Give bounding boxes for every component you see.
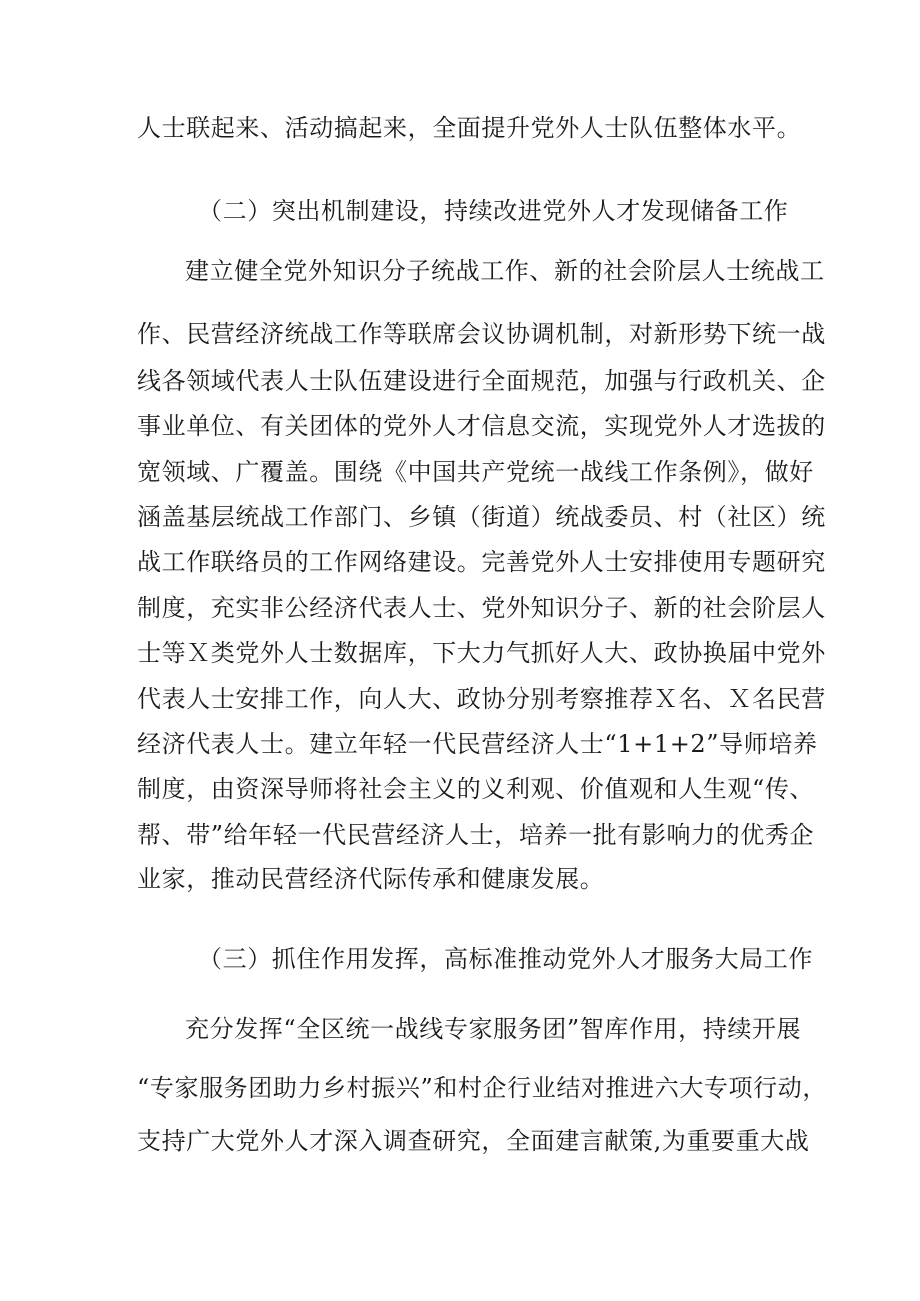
paragraph-line: 线各领域代表人士队伍建设进行全面规范，加强与行政机关、企 bbox=[137, 367, 826, 395]
paragraph-line: “专家服务团助力乡村振兴”和村企行业结对推进六大专项行动， bbox=[137, 1074, 827, 1102]
section-heading-2: （二）突出机制建设，持续改进党外人才发现储备工作 bbox=[198, 197, 789, 225]
paragraph-line: 制度，充实非公经济代表人士、党外知识分子、新的社会阶层人 bbox=[137, 594, 826, 622]
paragraph-line: 经济代表人士。建立年轻一代民营经济人士“1+1+2”导师培养 bbox=[137, 730, 818, 758]
paragraph-line: 充分发挥“全区统一战线专家服务团”智库作用，持续开展 bbox=[185, 1015, 802, 1043]
paragraph-line: 人士联起来、活动搞起来，全面提升党外人士队伍整体水平。 bbox=[137, 114, 802, 142]
paragraph-line: 宽领域、广覆盖。围绕《中国共产党统一战线工作条例》，做好 bbox=[137, 458, 814, 486]
paragraph-line: 涵盖基层统战工作部门、乡镇（街道）统战委员、村（社区）统 bbox=[137, 503, 826, 531]
paragraph-line: 代表人士安排工作，向人大、政协分别考察推荐Ｘ名、Ｘ名民营 bbox=[137, 685, 826, 713]
paragraph-line: 支持广大党外人才深入调查研究，全面建言献策,为重要重大战 bbox=[137, 1127, 810, 1155]
paragraph-line: 战工作联络员的工作网络建设。完善党外人士安排使用专题研究 bbox=[137, 548, 826, 576]
paragraph-line: 帮、带”给年轻一代民营经济人士，培养一批有影响力的优秀企 bbox=[137, 821, 815, 849]
paragraph-line: 士等Ｘ类党外人士数据库，下大力气抓好人大、政协换届中党外 bbox=[137, 639, 826, 667]
paragraph-line: 事业单位、有关团体的党外人才信息交流，实现党外人才选拔的 bbox=[137, 412, 826, 440]
paragraph-line: 作、民营经济统战工作等联席会议协调机制，对新形势下统一战 bbox=[137, 320, 826, 348]
paragraph-line: 建立健全党外知识分子统战工作、新的社会阶层人士统战工 bbox=[185, 257, 825, 285]
section-heading-3: （三）抓住作用发挥，高标准推动党外人才服务大局工作 bbox=[198, 945, 813, 973]
paragraph-line: 业家，推动民营经济代际传承和健康发展。 bbox=[137, 865, 605, 893]
paragraph-line: 制度，由资深导师将社会主义的义利观、价值观和人生观“传、 bbox=[137, 775, 815, 803]
